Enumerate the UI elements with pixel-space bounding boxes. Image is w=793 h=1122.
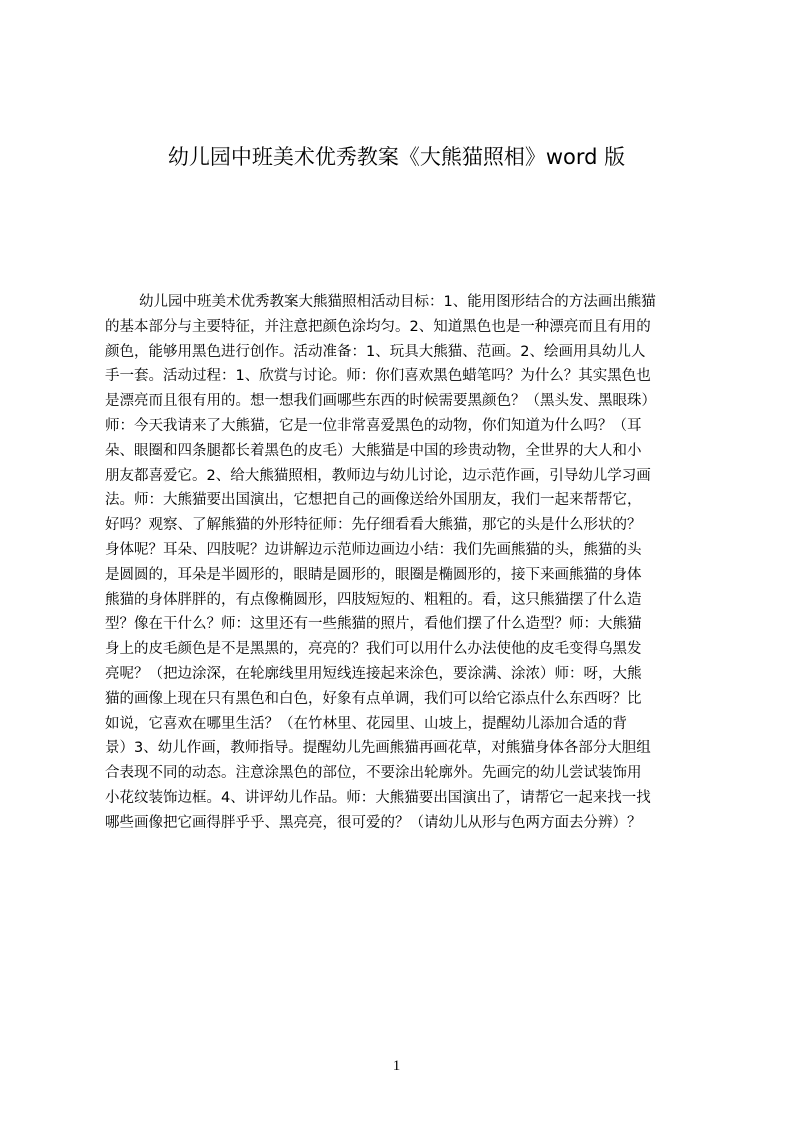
- body-line: 颜色，能够用黑色进行创作。活动准备：1、玩具大熊猫、范画。2、绘画用具幼儿人: [105, 343, 646, 360]
- page-number: 1: [392, 1058, 401, 1074]
- body-line: 猫的画像上现在只有黑色和白色，好象有点单调，我们可以给它添点什么东西呀？比: [105, 690, 642, 707]
- body-line: 好吗？观察、了解熊猫的外形特征师：先仔细看看大熊猫，那它的头是什么形状的？: [105, 517, 642, 534]
- body-line: 合表现不同的动态。注意涂黑色的部位，不要涂出轮廓外。先画完的幼儿尝试装饰用: [105, 765, 642, 782]
- body-line: 师：今天我请来了大熊猫，它是一位非常喜爱黑色的动物，你们知道为什么吗？（耳: [105, 417, 642, 434]
- document-body: [105, 290, 698, 836]
- body-line: 型？像在干什么？师：这里还有一些熊猫的照片，看他们摆了什么造型？师：大熊猫: [105, 616, 642, 633]
- body-line: 哪些画像把它画得胖乎乎、黑亮亮，很可爱的？（请幼儿从形与色两方面去分辨）？: [105, 814, 642, 831]
- body-line: 如说，它喜欢在哪里生活？（在竹林里、花园里、山坡上，提醒幼儿添加合适的背: [105, 715, 627, 732]
- body-line: 朋友都喜爱它。2、给大熊猫照相，教师边与幼儿讨论，边示范作画，引导幼儿学习画: [105, 467, 651, 484]
- body-line: 熊猫的身体胖胖的，有点像椭圆形，四肢短短的、粗粗的。看，这只熊猫摆了什么造: [105, 591, 642, 608]
- body-line: 手一套。活动过程：1、欣赏与讨论。师：你们喜欢黑色蜡笔吗？为什么？其实黑色也: [105, 368, 651, 385]
- body-line: 亮呢？（把边涂深，在轮廓线里用短线连接起来涂色，要涂满、涂浓）师：呀，大熊: [105, 665, 642, 682]
- body-line: 法。师：大熊猫要出国演出，它想把自己的画像送给外国朋友，我们一起来帮帮它，: [105, 492, 642, 509]
- body-line: 身上的皮毛颜色是不是黑黑的，亮亮的？我们可以用什么办法使他的皮毛变得乌黑发: [105, 641, 642, 658]
- body-line: 景）3、幼儿作画，教师指导。提醒幼儿先画熊猫再画花草，对熊猫身体各部分大胆组: [105, 740, 651, 757]
- body-line: 是漂亮而且很有用的。想一想我们画哪些东西的时候需要黑颜色？（黑头发、黑眼珠）: [105, 393, 656, 410]
- document-title: 幼儿园中班美术优秀教案《大熊猫照相》word 版: [167, 145, 626, 169]
- body-line: 的基本部分与主要特征，并注意把颜色涂均匀。2、知道黑色也是一种漂亮而且有用的: [105, 318, 651, 335]
- body-line: 幼儿园中班美术优秀教案大熊猫照相活动目标：1、能用图形结合的方法画出熊猫: [139, 294, 656, 310]
- body-line: 小花纹装饰边框。4、讲评幼儿作品。师：大熊猫要出国演出了，请帮它一起来找一找: [105, 789, 651, 806]
- body-line: 身体呢？耳朵、四肢呢？边讲解边示范师边画边小结：我们先画熊猫的头，熊猫的头: [105, 541, 642, 558]
- body-line: 是圆圆的，耳朵是半圆形的，眼睛是圆形的，眼圈是椭圆形的，接下来画熊猫的身体: [105, 566, 642, 583]
- body-line: 朵、眼圈和四条腿都长着黑色的皮毛）大熊猫是中国的珍贵动物，全世界的大人和小: [105, 442, 642, 459]
